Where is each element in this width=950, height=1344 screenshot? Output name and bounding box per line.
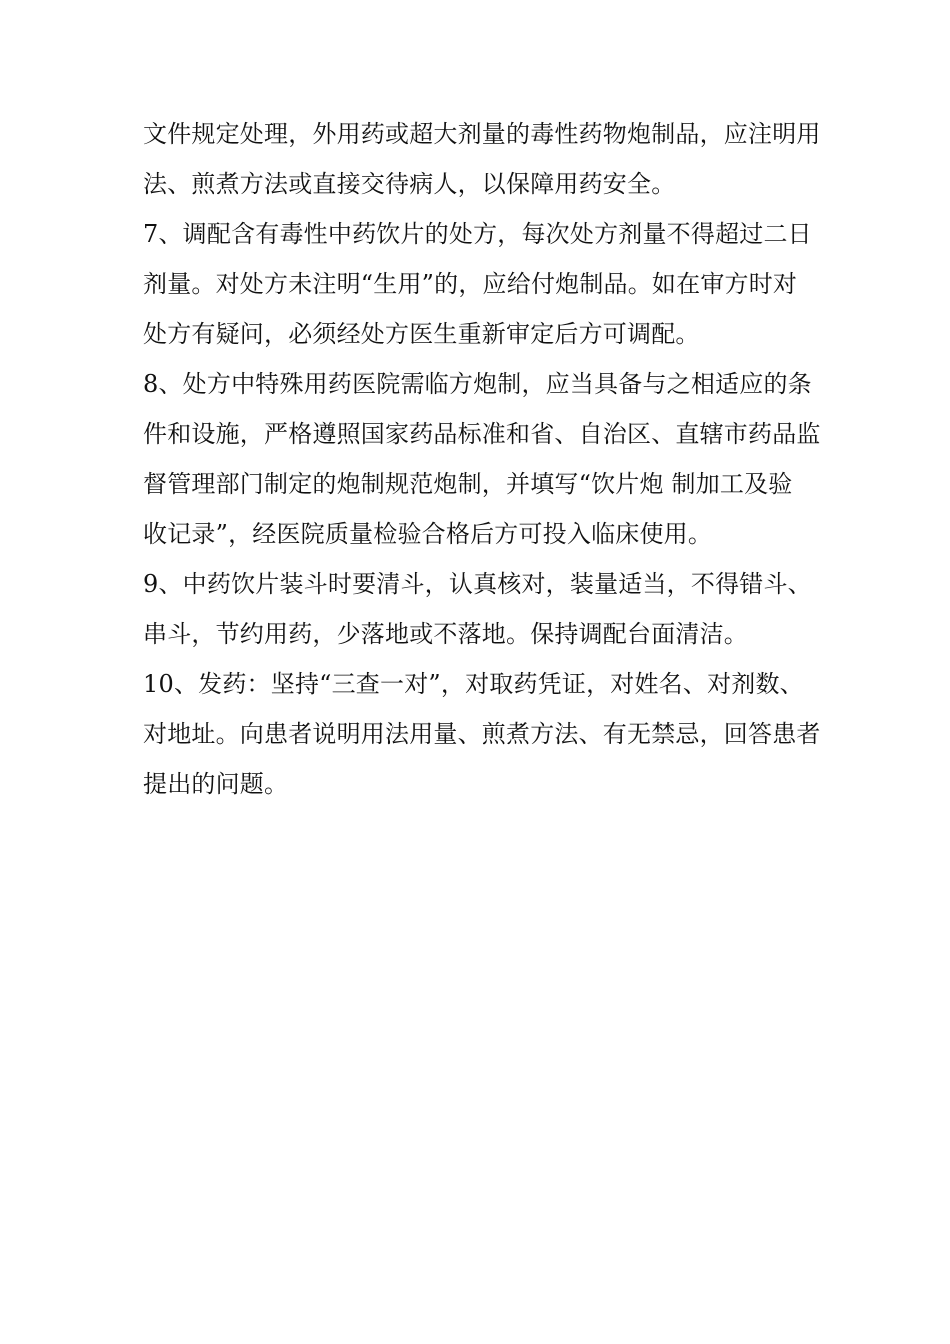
text-line: 9、中药饮片装斗时要清斗，认真核对，装量适当，不得错斗、	[143, 570, 812, 598]
text-line: 7、调配含有毒性中药饮片的处方，每次处方剂量不得超过二日	[143, 220, 812, 248]
text-line: 收记录”，经医院质量检验合格后方可投入临床使用。	[143, 520, 713, 548]
text-line: 督管理部门制定的炮制规范炮制，并填写“饮片炮 制加工及验	[143, 470, 793, 498]
text-line: 10、发药：坚持“三查一对”，对取药凭证，对姓名、对剂数、	[143, 670, 804, 698]
text-line: 对地址。向患者说明用法用量、煎煮方法、有无禁忌，回答患者	[143, 720, 821, 748]
text-line: 串斗，节约用药，少落地或不落地。保持调配台面清洁。	[143, 620, 748, 648]
text-line: 处方有疑问，必须经处方医生重新审定后方可调配。	[143, 320, 700, 348]
text-line: 提出的问题。	[143, 770, 289, 798]
text-line: 文件规定处理，外用药或超大剂量的毒性药物炮制品，应注明用	[143, 120, 821, 148]
document-body	[143, 109, 821, 809]
text-line: 剂量。对处方未注明“生用”的，应给付炮制品。如在审方时对	[143, 270, 798, 298]
text-line: 件和设施，严格遵照国家药品标准和省、自治区、直辖市药品监	[143, 420, 821, 448]
text-line: 法、煎煮方法或直接交待病人，以保障用药安全。	[143, 170, 676, 198]
text-line: 8、处方中特殊用药医院需临方炮制，应当具备与之相适应的条	[143, 370, 812, 398]
